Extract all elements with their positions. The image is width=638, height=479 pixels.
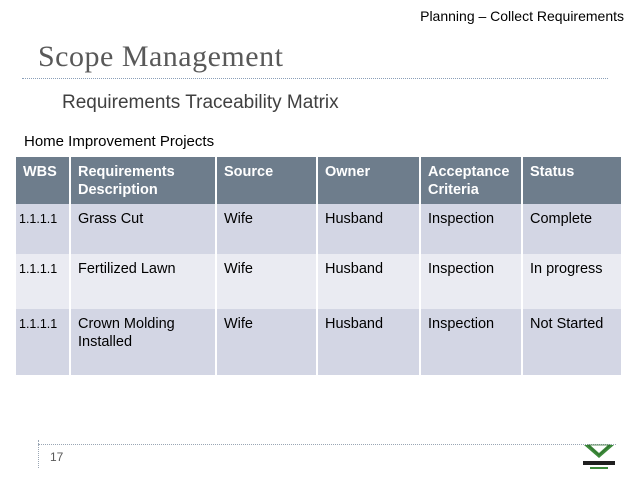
cell-requirement: Grass Cut [70,204,216,254]
cell-status: Complete [522,204,621,254]
cell-source: Wife [216,309,317,375]
page-number: 17 [50,450,64,464]
requirements-traceability-table [16,157,621,375]
cell-acceptance: Inspection [420,204,522,254]
cell-requirement: Crown Molding Installed [70,309,216,375]
column-header-requirements-description: Requirements Description [70,157,216,204]
table-header-row [16,157,621,204]
table-caption: Home Improvement Projects [24,133,215,150]
cell-status: In progress [522,254,621,309]
cell-wbs: 1.1.1.1 [16,204,70,254]
column-header-source: Source [216,157,317,204]
cell-source: Wife [216,254,317,309]
column-header-wbs: WBS [16,157,70,204]
cell-wbs: 1.1.1.1 [16,309,70,375]
cell-acceptance: Inspection [420,309,522,375]
cell-owner: Husband [317,204,420,254]
section-header-label: Planning – Collect Requirements [420,8,624,24]
column-header-acceptance-criteria: Acceptance Criteria [420,157,522,204]
cell-owner: Husband [317,309,420,375]
cell-requirement: Fertilized Lawn [70,254,216,309]
cell-wbs: 1.1.1.1 [16,254,70,309]
cell-owner: Husband [317,254,420,309]
footer-divider [38,444,616,445]
table-row [16,254,621,309]
table-row [16,204,621,254]
table-row [16,309,621,375]
slide-title: Scope Management [38,40,284,73]
column-header-owner: Owner [317,157,420,204]
cell-acceptance: Inspection [420,254,522,309]
column-header-status: Status [522,157,621,204]
cybermant-logo-icon [578,442,620,474]
title-divider [22,78,608,79]
cell-source: Wife [216,204,317,254]
cell-status: Not Started [522,309,621,375]
footer-tick [38,440,39,468]
slide-subtitle: Requirements Traceability Matrix [62,92,339,113]
